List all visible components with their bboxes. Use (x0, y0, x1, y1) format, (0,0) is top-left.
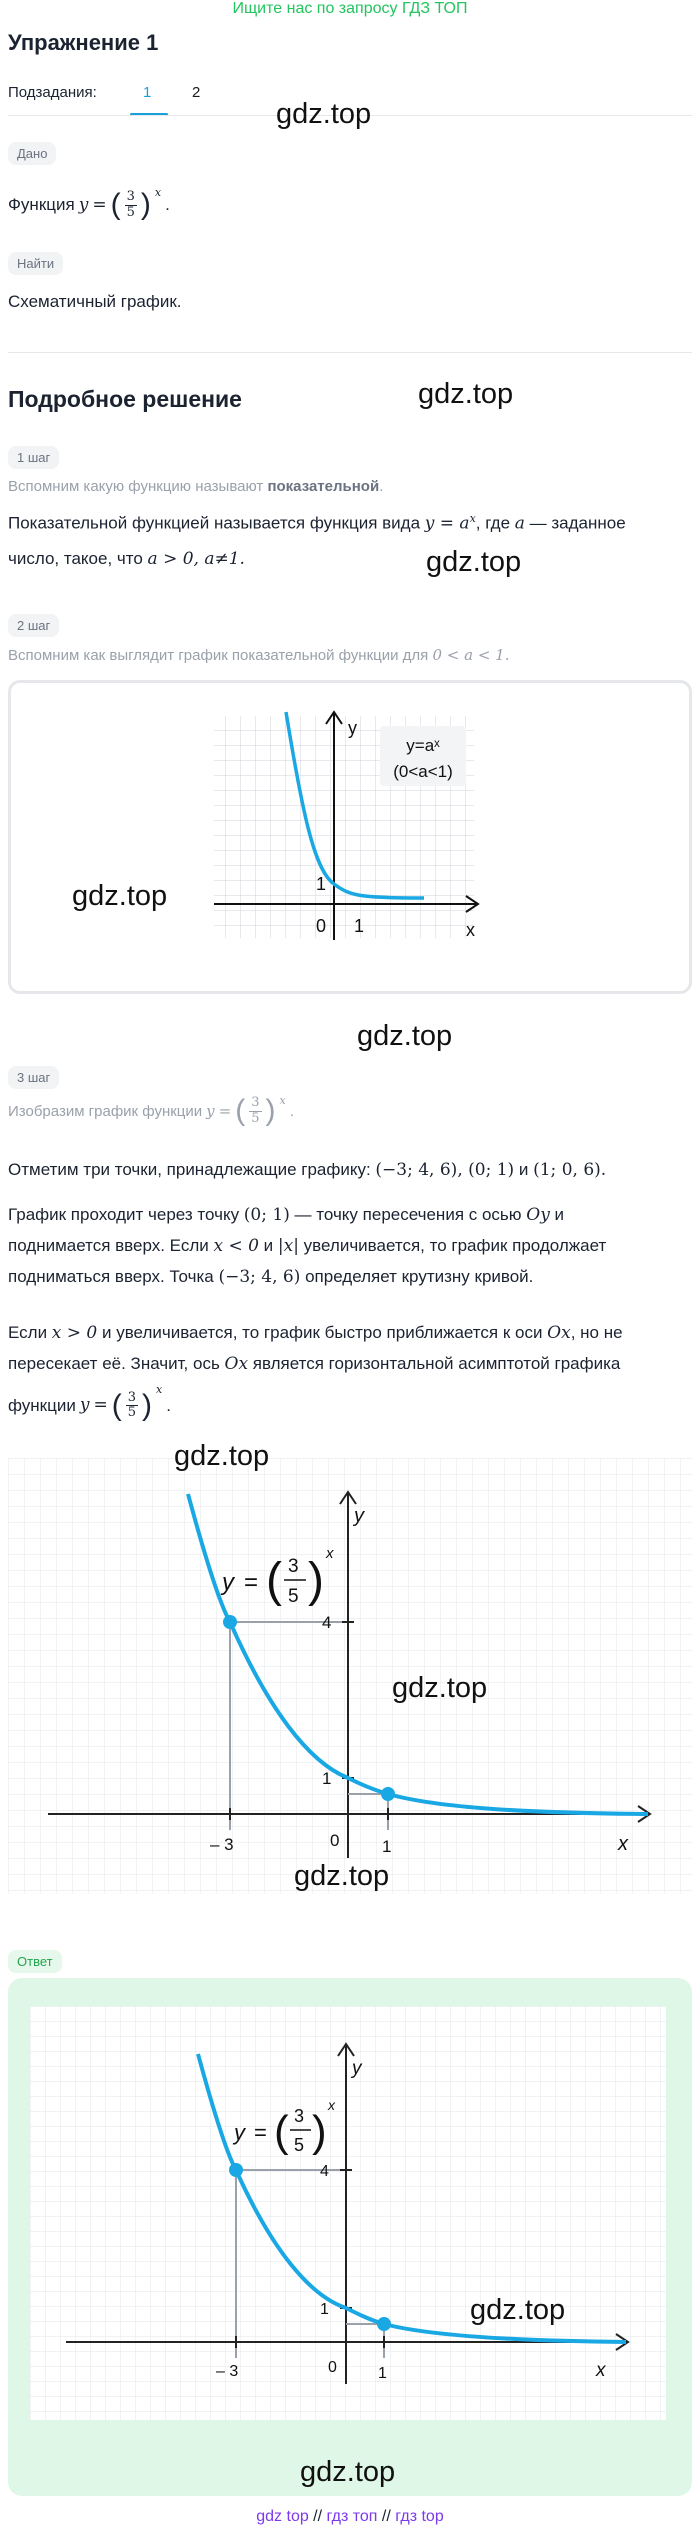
given-den: 5 (126, 204, 135, 220)
svg-text:x: x (326, 1545, 334, 1562)
given-text: Функция y = ( $\frac{3}{5}$ ) $^x$ . (8, 186, 170, 221)
step1-line2: число, такое, что a > 0, a≠1. (8, 549, 245, 569)
grid (30, 2006, 666, 2420)
watermark: gdz.top (470, 2294, 566, 2326)
svg-text:(: ( (266, 1554, 282, 1607)
graph-exponential-general (210, 700, 490, 960)
point-1 (381, 1787, 395, 1801)
given-prefix: Функция (8, 195, 75, 215)
svg-text:): ) (312, 2107, 327, 2156)
given-end: . (165, 195, 170, 215)
watermark: gdz.top (426, 546, 522, 578)
svg-text:3: 3 (288, 1556, 299, 1577)
point-1 (377, 2317, 391, 2331)
find-chip: Найти (8, 252, 63, 275)
subtasks-label: Подзадания: (8, 84, 97, 101)
graph-answer (30, 2006, 666, 2420)
promo-banner[interactable]: Ищите нас по запросу ГДЗ ТОП (232, 0, 468, 17)
label-1x: 1 (354, 916, 365, 936)
step3-p2: График проходит через точку (0; 1) — точку пересечения с осью Oy и поднимается вверх. Если x < 0 и |x| увеличивается, то график продолжает подниматься вверх. Точка (−3; 4, 6) определяет крутизну кривой. (8, 1205, 607, 1287)
given-fn-y: y (78, 195, 89, 216)
label-x: x (466, 920, 475, 940)
label-1y: 1 (322, 1769, 332, 1788)
grid (8, 1458, 692, 1894)
svg-text:5: 5 (294, 2135, 305, 2155)
watermark: gdz.top (418, 378, 514, 410)
label-1y: 1 (320, 2301, 329, 2318)
step3-muted: Изобразим график функции y = ( $\frac{3}{5}$ ) $^x$ . (8, 1094, 294, 1127)
label-y: y (352, 2058, 362, 2079)
label-0: 0 (330, 1831, 340, 1850)
watermark: gdz.top (357, 1020, 453, 1052)
svg-text:y: y (222, 1569, 234, 1596)
svg-text:(: ( (274, 2107, 289, 2156)
watermark: gdz.top (174, 1440, 270, 1472)
footer-link-1[interactable]: gdz top (256, 2508, 309, 2525)
watermark: gdz.top (294, 1860, 390, 1892)
watermark: gdz.top (300, 2456, 396, 2488)
given-eq: = (92, 195, 107, 216)
step3-p3: Если x > 0 и увеличивается, то график быстро приближается к оси Ox, но не пересекает её. Значит, ось Ox является горизонтальной асимптотой графика функции y = ( $\frac{3}{5}$ ) $^x$ . (8, 1323, 623, 1422)
label-x: x (596, 2360, 606, 2381)
page-title: Упражнение 1 (8, 30, 159, 55)
step1-line1: Показательной функцией называется функция вида $y = a^x$, где a — заданное (8, 512, 626, 534)
subtask-tab-1[interactable]: 1 (143, 84, 152, 101)
step2-chip: 2 шаг (8, 614, 59, 637)
svg-text:x: x (328, 2097, 335, 2113)
label-1y: 1 (316, 874, 327, 894)
label-0: 0 (328, 2359, 337, 2376)
svg-text:5: 5 (288, 1586, 299, 1607)
step1-chip: 1 шаг (8, 446, 59, 469)
given-chip: Дано (8, 142, 56, 165)
label-y: y (348, 718, 357, 738)
svg-text:): ) (308, 1554, 324, 1607)
label-4: 4 (320, 2163, 329, 2180)
label-m3: – 3 (210, 1835, 234, 1854)
answer-chip: Ответ (8, 1950, 62, 1973)
svg-text:y: y (234, 2120, 245, 2145)
watermark: gdz.top (276, 98, 372, 130)
watermark: gdz.top (392, 1672, 488, 1704)
divider (8, 352, 692, 353)
legend-line1: y=aˣ (406, 736, 440, 755)
label-1x: 1 (378, 2365, 387, 2382)
svg-text:=: = (244, 1569, 259, 1596)
given-num: 3 (126, 189, 135, 205)
legend-line2: (0<a<1) (393, 762, 453, 781)
footer-links: gdz top // гдз топ // гдз top (256, 2508, 444, 2525)
subtask-tab-2[interactable]: 2 (192, 84, 201, 101)
step1-muted: Вспомним какую функцию называют показательной. (8, 478, 384, 495)
footer-link-3[interactable]: гдз top (395, 2508, 444, 2525)
point-m3 (223, 1615, 237, 1629)
label-4: 4 (322, 1613, 332, 1632)
find-text: Схематичный график. (8, 292, 182, 311)
solution-title: Подробное решение (8, 386, 242, 412)
svg-text:=: = (254, 2120, 267, 2145)
step3-chip: 3 шаг (8, 1066, 59, 1089)
step2-muted: Вспомним как выглядит график показательной функции для 0 < a < 1. (8, 646, 510, 664)
label-1x: 1 (382, 1837, 392, 1856)
step3-p1: Отметим три точки, принадлежащие графику: (−3; 4, 6), (0; 1) и (1; 0, 6). (8, 1160, 607, 1180)
watermark: gdz.top (72, 880, 168, 912)
footer-link-2[interactable]: гдз топ (326, 2508, 378, 2525)
graph-main (8, 1458, 692, 1894)
label-m3: – 3 (216, 2363, 239, 2380)
label-0: 0 (316, 916, 327, 936)
svg-text:3: 3 (294, 2106, 305, 2126)
given-exp: x (154, 186, 162, 199)
label-y: y (354, 1505, 364, 1527)
label-x: x (618, 1833, 628, 1855)
point-m3 (229, 2163, 243, 2177)
